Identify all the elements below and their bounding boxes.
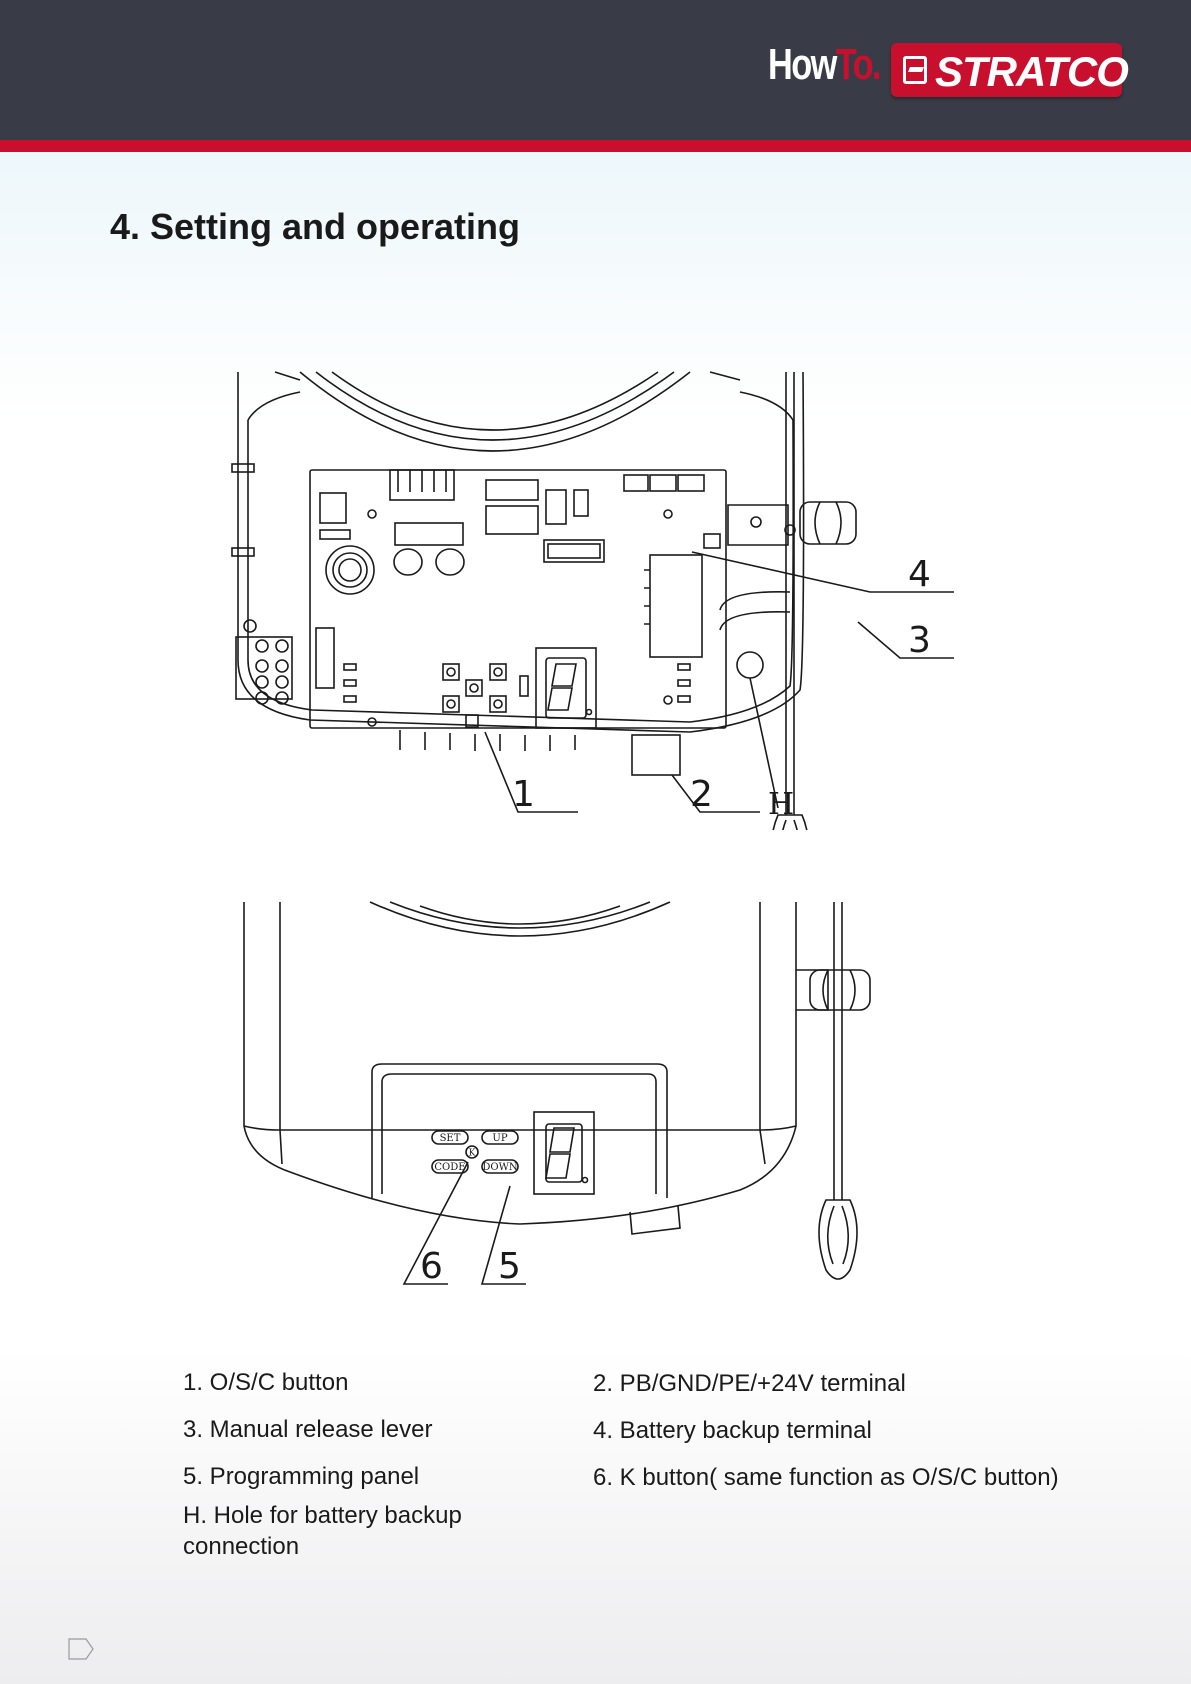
callout-2: 2	[690, 774, 713, 815]
legend-item-3: 3. Manual release lever	[183, 1416, 433, 1443]
callout-4: 4	[908, 554, 931, 595]
code-button-label: CODE	[434, 1162, 466, 1173]
cover-outline	[244, 902, 796, 1224]
opener-internal-diagram	[220, 360, 960, 830]
stratco-logo-mark-icon	[903, 56, 927, 84]
up-button-label: UP	[492, 1133, 508, 1144]
stratco-logo-text: STRATCO	[935, 48, 1128, 95]
down-button-label: DOWN	[482, 1162, 518, 1173]
legend-item-5: 5. Programming panel	[183, 1463, 420, 1490]
opener-panel-diagram	[220, 890, 900, 1290]
legend-item-4: 4. Battery backup terminal	[593, 1417, 872, 1444]
header-accent-stripe	[0, 140, 1191, 152]
legend-item-1: 1. O/S/C button	[183, 1369, 349, 1396]
stratco-logo	[891, 43, 1128, 97]
page-marker-icon	[68, 1638, 94, 1660]
set-button-label: SET	[439, 1133, 461, 1144]
callout-6: 6	[420, 1246, 443, 1287]
callout-h: H	[768, 787, 795, 822]
legend-item-h: H. Hole for battery backup connection	[183, 1502, 462, 1560]
section-title: 4. Setting and operating	[110, 206, 521, 247]
howto-logo-to: To.	[835, 40, 881, 89]
circuit-board	[310, 470, 726, 728]
howto-logo	[768, 40, 880, 90]
callout-5: 5	[498, 1246, 521, 1287]
callout-3: 3	[908, 620, 931, 661]
callout-1: 1	[512, 774, 535, 815]
k-button-label: K	[468, 1148, 476, 1159]
programming-panel	[372, 1064, 667, 1198]
legend-item-6: 6. K button( same function as O/S/C button)	[593, 1464, 1059, 1491]
legend-item-2: 2. PB/GND/PE/+24V terminal	[593, 1370, 906, 1397]
howto-logo-how: How	[768, 40, 836, 89]
